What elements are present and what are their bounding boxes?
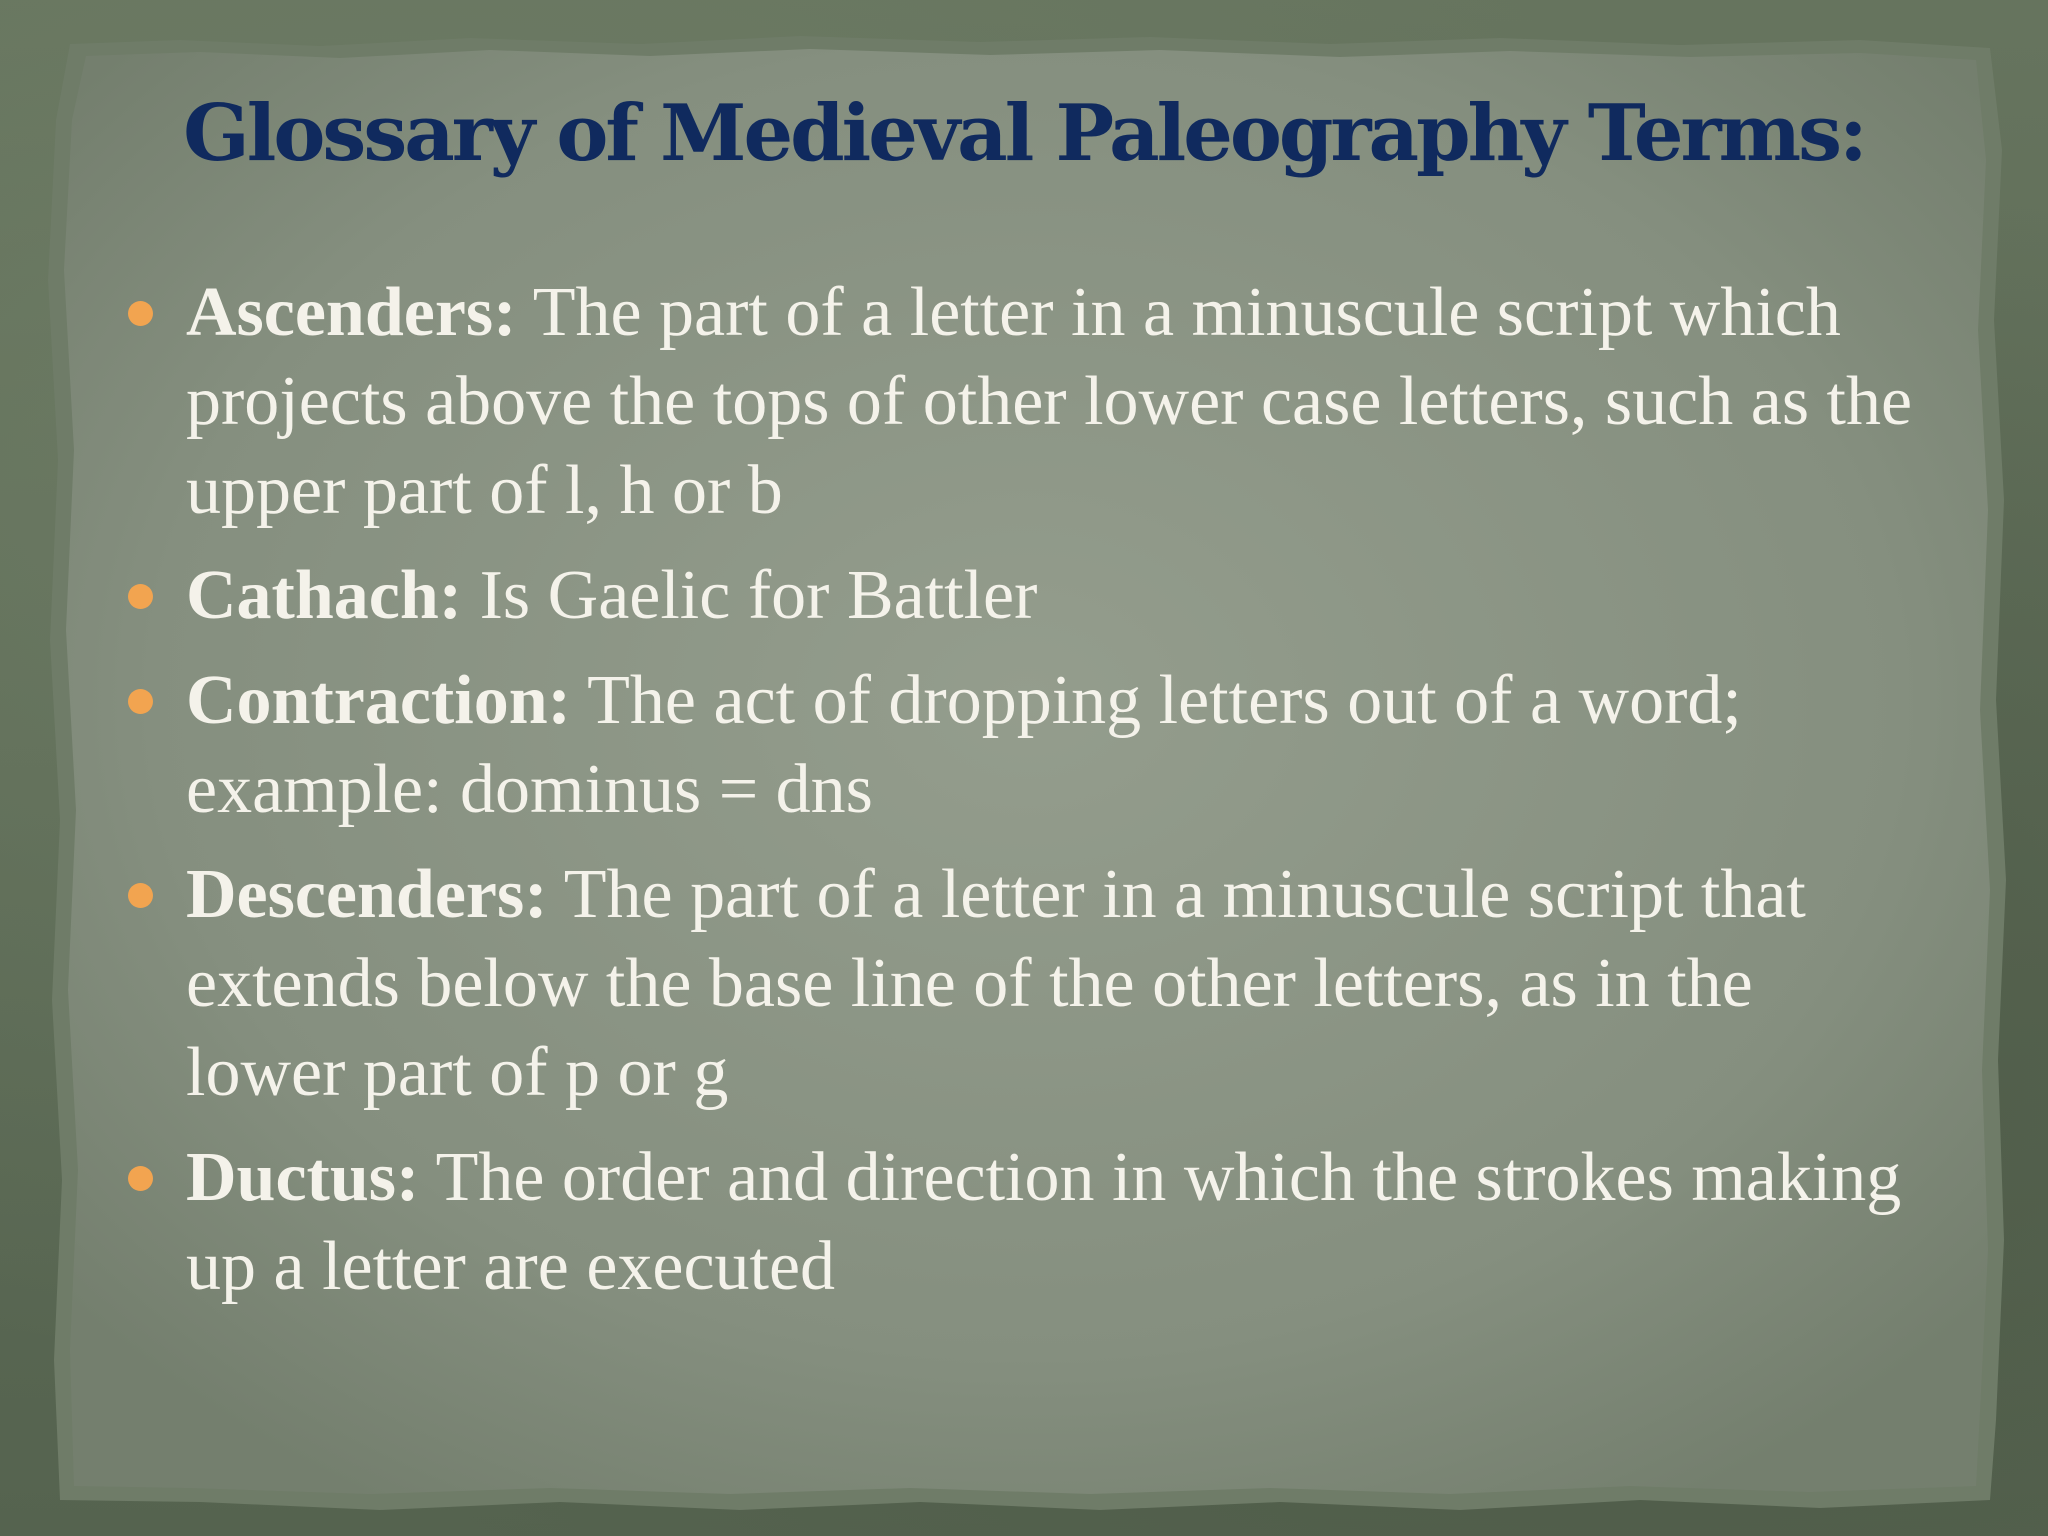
bullet-icon [128,584,153,609]
glossary-term: Ductus: [186,1139,420,1216]
glossary-definition: The part of a letter in a minuscule script which projects above the tops of other lower case letters, such as the upper part of l, h or b [186,274,1913,529]
bullet-icon [128,301,153,326]
glossary-list [124,268,1924,1327]
bullet-icon [128,1166,153,1191]
glossary-item-contraction [124,656,1924,834]
glossary-term: Ascenders: [186,274,517,351]
glossary-term: Contraction: [186,662,571,739]
glossary-definition: The order and direction in which the strokes making up a letter are executed [186,1139,1902,1305]
glossary-item-ductus [124,1133,1924,1311]
glossary-item-ascenders [124,268,1924,535]
glossary-term: Descenders: [186,856,548,933]
glossary-item-descenders [124,850,1924,1117]
glossary-term: Cathach: [186,557,463,634]
glossary-item-cathach [124,551,1924,640]
bullet-icon [128,883,153,908]
bullet-icon [128,689,153,714]
glossary-definition: The act of dropping letters out of a word; example: dominus = dns [186,662,1742,828]
slide-title: Glossary of Medieval Paleography Terms: [183,88,1865,179]
glossary-definition: The part of a letter in a minuscule script that extends below the base line of the other letters, as in the lower part of p or g [186,856,1806,1111]
glossary-definition: Is Gaelic for Battler [462,557,1038,634]
